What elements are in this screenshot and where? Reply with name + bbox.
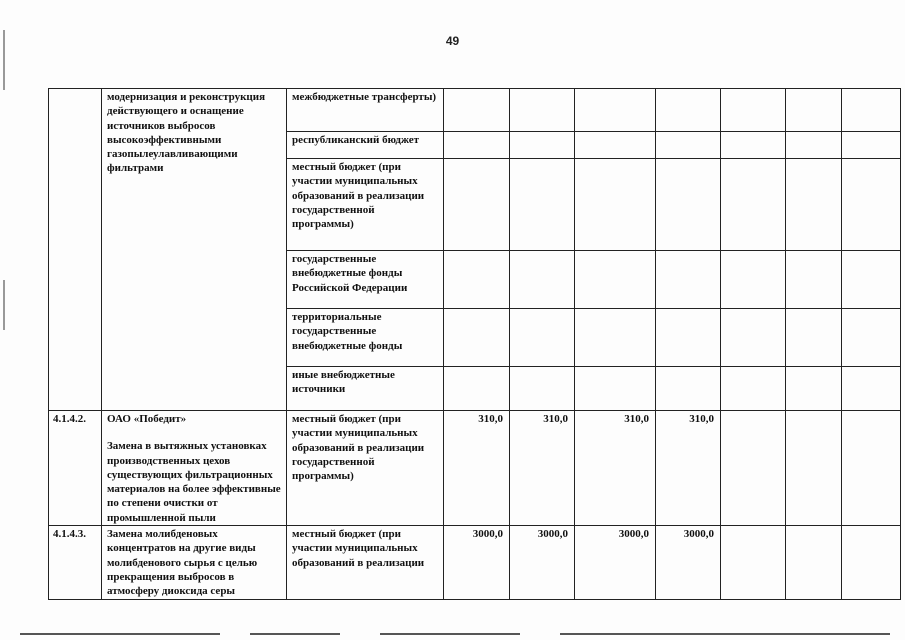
measure-description: Замена молибденовых концентратов на другие виды молибденового сырья с целью прекращения выбросов в атмосферу диоксида серы (107, 528, 258, 598)
value-cell: 310,0 (575, 411, 656, 526)
source-cell (287, 159, 444, 251)
measure-description: Замена в вытяжных установках производственных цехов существующих фильтрационных материалов на более эффективные по степени очистки от промышленной пыли (107, 440, 281, 524)
scan-edge-line (250, 633, 340, 635)
value-cell: 310,0 (510, 411, 575, 526)
scan-edge-mark (3, 280, 5, 330)
table-row (49, 411, 901, 526)
value-cell: 3000,0 (444, 526, 510, 599)
source-cell (287, 309, 444, 367)
table-row (49, 526, 901, 599)
source-cell (287, 89, 444, 132)
source-cell (287, 132, 444, 159)
source-cell (287, 526, 444, 599)
value-cell: 310,0 (656, 411, 721, 526)
scan-edge-line (380, 633, 520, 635)
measure-name-cell (102, 526, 287, 599)
source-label: местный бюджет (при участии муниципальных образований в реализации государственной программы) (292, 413, 425, 483)
measure-name-cell (102, 411, 287, 526)
measure-name-cell (102, 89, 287, 411)
scan-edge-line (560, 633, 890, 635)
scan-edge-mark (3, 30, 5, 90)
source-cell (287, 251, 444, 309)
value-cell: 310,0 (444, 411, 510, 526)
source-cell (287, 411, 444, 526)
source-label: территориальные государственные внебюджетные фонды (292, 311, 403, 352)
code-cell-empty (49, 89, 102, 411)
row-code: 4.1.4.3. (49, 526, 102, 599)
source-label: республиканский бюджет (292, 134, 420, 146)
value-cell: 3000,0 (510, 526, 575, 599)
source-label: межбюджетные трансферты) (292, 91, 437, 103)
scan-edge-line (20, 633, 220, 635)
measure-name: модернизация и реконструкция действующего и оснащение источников выбросов высокоэффективными газопылеулавливающими фильтрами (107, 91, 266, 175)
source-label: местный бюджет (при участии муниципальных образований в реализации (292, 528, 425, 569)
page-number: 49 (445, 34, 460, 48)
table-row (49, 89, 901, 132)
program-table (48, 88, 901, 600)
row-code: 4.1.4.2. (49, 411, 102, 526)
source-cell (287, 367, 444, 411)
value-cell: 3000,0 (575, 526, 656, 599)
source-label: местный бюджет (при участии муниципальных образований в реализации государственной программы) (292, 161, 425, 231)
source-label: государственные внебюджетные фонды Российской Федерации (292, 253, 408, 294)
value-cell: 3000,0 (656, 526, 721, 599)
organization-name: ОАО «Победит» (107, 413, 187, 425)
source-label: иные внебюджетные источники (292, 369, 395, 396)
